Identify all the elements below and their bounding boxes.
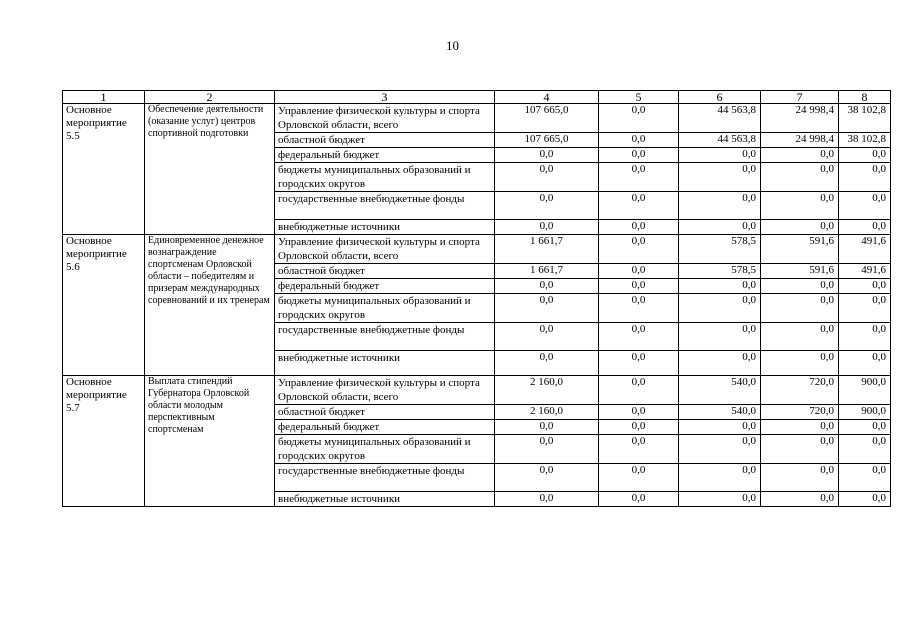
column-header: 3	[275, 91, 495, 104]
funding-source-cell: Управление физической культуры и спорта Орловской области, всего	[275, 235, 495, 264]
funding-source-cell: Управление физической культуры и спорта Орловской области, всего	[275, 104, 495, 133]
value-cell: 0,0	[599, 220, 679, 235]
event-description-cell: Единовременное денежное вознаграждение спортсменам Орловской области – победителям и призерам международных соревнований и их тренерам	[145, 235, 275, 376]
value-cell: 0,0	[679, 435, 761, 464]
value-cell: 0,0	[679, 294, 761, 323]
event-name-cell: Основное мероприятие 5.7	[63, 376, 145, 507]
value-cell: 0,0	[495, 220, 599, 235]
value-cell: 900,0	[839, 405, 891, 420]
column-header: 1	[63, 91, 145, 104]
value-cell: 0,0	[679, 192, 761, 220]
value-cell: 720,0	[761, 405, 839, 420]
funding-source-cell: внебюджетные источники	[275, 492, 495, 507]
value-cell: 2 160,0	[495, 376, 599, 405]
value-cell: 0,0	[761, 220, 839, 235]
value-cell: 0,0	[761, 294, 839, 323]
value-cell: 0,0	[679, 220, 761, 235]
funding-source-cell: Управление физической культуры и спорта Орловской области, всего	[275, 376, 495, 405]
value-cell: 0,0	[839, 192, 891, 220]
funding-source-cell: бюджеты муниципальных образований и городских округов	[275, 163, 495, 192]
value-cell: 107 665,0	[495, 133, 599, 148]
value-cell: 0,0	[839, 464, 891, 492]
value-cell: 0,0	[761, 464, 839, 492]
value-cell: 0,0	[761, 323, 839, 351]
value-cell: 0,0	[599, 323, 679, 351]
value-cell: 0,0	[839, 435, 891, 464]
value-cell: 0,0	[839, 148, 891, 163]
value-cell: 0,0	[679, 163, 761, 192]
value-cell: 0,0	[495, 435, 599, 464]
value-cell: 0,0	[761, 192, 839, 220]
value-cell: 0,0	[495, 148, 599, 163]
funding-source-cell: бюджеты муниципальных образований и городских округов	[275, 435, 495, 464]
header-row	[63, 91, 891, 104]
value-cell: 44 563,8	[679, 104, 761, 133]
funding-source-cell: бюджеты муниципальных образований и городских округов	[275, 294, 495, 323]
event-name-cell: Основное мероприятие 5.6	[63, 235, 145, 376]
value-cell: 0,0	[599, 235, 679, 264]
value-cell: 0,0	[599, 163, 679, 192]
table-row	[63, 235, 891, 264]
value-cell: 0,0	[761, 148, 839, 163]
value-cell: 0,0	[679, 279, 761, 294]
value-cell: 38 102,8	[839, 104, 891, 133]
value-cell: 0,0	[599, 420, 679, 435]
value-cell: 0,0	[599, 405, 679, 420]
value-cell: 0,0	[599, 104, 679, 133]
event-name-cell: Основное мероприятие 5.5	[63, 104, 145, 235]
event-description-cell: Обеспечение деятельности (оказание услуг) центров спортивной подготовки	[145, 104, 275, 235]
value-cell: 540,0	[679, 405, 761, 420]
value-cell: 491,6	[839, 264, 891, 279]
value-cell: 0,0	[679, 148, 761, 163]
value-cell: 0,0	[495, 420, 599, 435]
value-cell: 900,0	[839, 376, 891, 405]
funding-source-cell: федеральный бюджет	[275, 279, 495, 294]
value-cell: 578,5	[679, 235, 761, 264]
value-cell: 0,0	[761, 163, 839, 192]
funding-source-cell: внебюджетные источники	[275, 220, 495, 235]
value-cell: 0,0	[839, 163, 891, 192]
value-cell: 0,0	[599, 492, 679, 507]
value-cell: 0,0	[495, 323, 599, 351]
value-cell: 0,0	[599, 279, 679, 294]
value-cell: 24 998,4	[761, 104, 839, 133]
value-cell: 578,5	[679, 264, 761, 279]
value-cell: 0,0	[679, 492, 761, 507]
funding-source-cell: внебюджетные источники	[275, 351, 495, 376]
value-cell: 107 665,0	[495, 104, 599, 133]
value-cell: 0,0	[495, 492, 599, 507]
value-cell: 0,0	[679, 351, 761, 376]
page-number: 10	[446, 38, 459, 53]
value-cell: 0,0	[679, 323, 761, 351]
funding-source-cell: областной бюджет	[275, 405, 495, 420]
value-cell: 0,0	[599, 192, 679, 220]
value-cell: 1 661,7	[495, 235, 599, 264]
value-cell: 0,0	[599, 133, 679, 148]
column-header: 4	[495, 91, 599, 104]
value-cell: 0,0	[679, 464, 761, 492]
value-cell: 0,0	[495, 192, 599, 220]
funding-source-cell: государственные внебюджетные фонды	[275, 464, 495, 492]
funding-source-cell: государственные внебюджетные фонды	[275, 192, 495, 220]
column-header: 8	[839, 91, 891, 104]
value-cell: 0,0	[761, 279, 839, 294]
value-cell: 0,0	[599, 464, 679, 492]
value-cell: 0,0	[495, 163, 599, 192]
value-cell: 2 160,0	[495, 405, 599, 420]
value-cell: 0,0	[839, 420, 891, 435]
value-cell: 0,0	[599, 264, 679, 279]
value-cell: 0,0	[761, 420, 839, 435]
table-row	[63, 104, 891, 133]
value-cell: 720,0	[761, 376, 839, 405]
value-cell: 0,0	[839, 323, 891, 351]
value-cell: 591,6	[761, 235, 839, 264]
value-cell: 0,0	[495, 464, 599, 492]
value-cell: 540,0	[679, 376, 761, 405]
value-cell: 0,0	[761, 435, 839, 464]
value-cell: 0,0	[599, 376, 679, 405]
value-cell: 24 998,4	[761, 133, 839, 148]
value-cell: 44 563,8	[679, 133, 761, 148]
column-header: 5	[599, 91, 679, 104]
value-cell: 0,0	[679, 420, 761, 435]
column-header: 6	[679, 91, 761, 104]
value-cell: 0,0	[761, 351, 839, 376]
value-cell: 0,0	[495, 279, 599, 294]
budget-table	[62, 90, 891, 507]
value-cell: 0,0	[599, 148, 679, 163]
value-cell: 0,0	[839, 492, 891, 507]
value-cell: 0,0	[839, 220, 891, 235]
value-cell: 0,0	[599, 351, 679, 376]
value-cell: 38 102,8	[839, 133, 891, 148]
funding-source-cell: федеральный бюджет	[275, 420, 495, 435]
value-cell: 0,0	[599, 294, 679, 323]
value-cell: 0,0	[761, 492, 839, 507]
event-description-cell: Выплата стипендий Губернатора Орловской области молодым перспективным спортсменам	[145, 376, 275, 507]
column-header: 7	[761, 91, 839, 104]
value-cell: 0,0	[839, 294, 891, 323]
funding-source-cell: областной бюджет	[275, 133, 495, 148]
funding-source-cell: федеральный бюджет	[275, 148, 495, 163]
table-row	[63, 376, 891, 405]
value-cell: 491,6	[839, 235, 891, 264]
value-cell: 1 661,7	[495, 264, 599, 279]
funding-source-cell: государственные внебюджетные фонды	[275, 323, 495, 351]
funding-source-cell: областной бюджет	[275, 264, 495, 279]
column-header: 2	[145, 91, 275, 104]
value-cell: 0,0	[495, 294, 599, 323]
value-cell: 591,6	[761, 264, 839, 279]
value-cell: 0,0	[495, 351, 599, 376]
value-cell: 0,0	[839, 279, 891, 294]
value-cell: 0,0	[839, 351, 891, 376]
value-cell: 0,0	[599, 435, 679, 464]
